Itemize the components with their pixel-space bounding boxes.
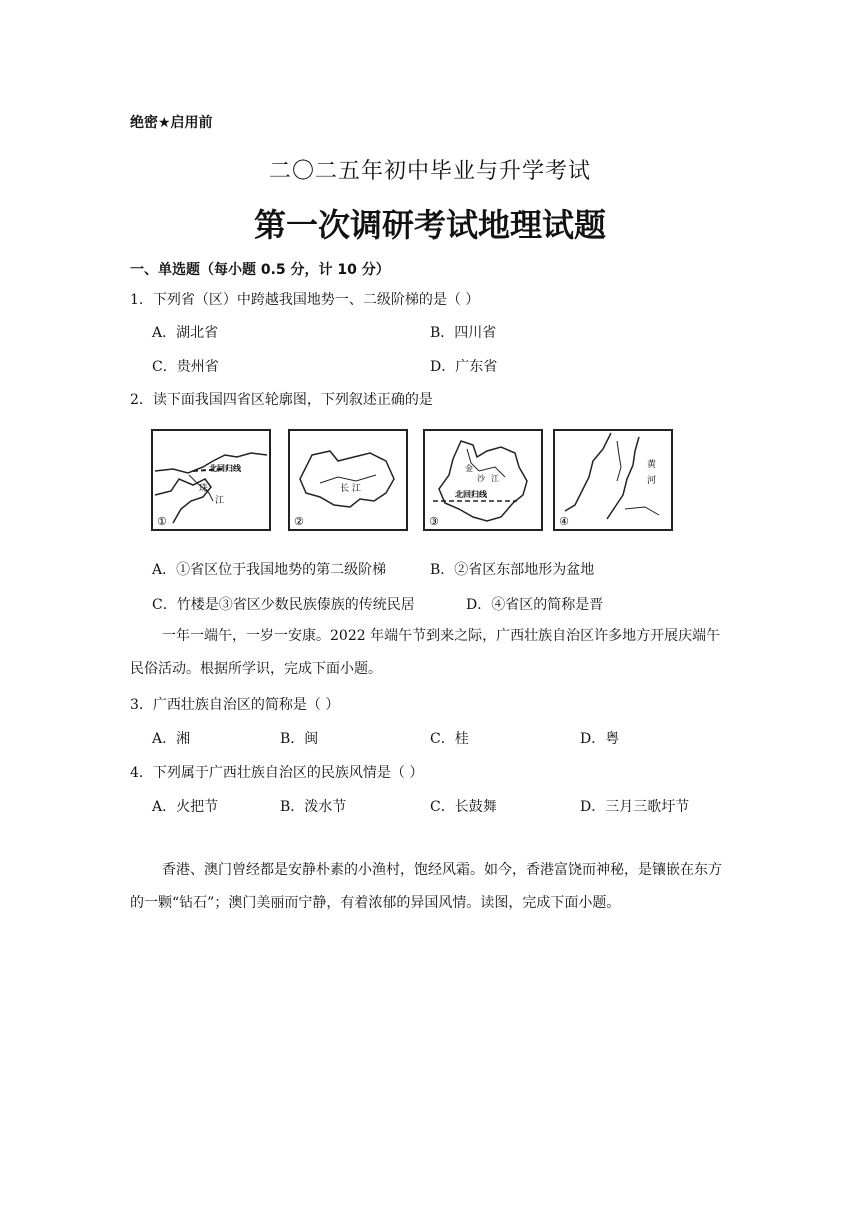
- q2-option-c: C．竹楼是③省区少数民族傣族的传统民居: [152, 597, 415, 613]
- q1-option-c: C．贵州省: [152, 359, 219, 375]
- secret-label: 绝密★启用前: [130, 115, 213, 131]
- q4-option-a: A．火把节: [152, 799, 219, 815]
- map3-tropic-label: 北回归线: [455, 489, 487, 499]
- map2-number: ②: [294, 515, 304, 528]
- passage-2: 香港、澳门曾经都是安静朴素的小渔村，饱经风霜。如今，香港富饶而神秘，是镶嵌在东方的一颗“钻石”；澳门美丽而宁静，有着浓郁的异国风情。读图，完成下面小题。: [130, 862, 722, 911]
- map1-tropic-label: 北回归线: [209, 463, 241, 473]
- exam-title: 二〇二五年初中毕业与升学考试: [268, 159, 591, 184]
- province-map-3: [423, 429, 543, 531]
- map4-river-label-1: 黄: [647, 460, 657, 470]
- question-2: 2．读下面我国四省区轮廓图，下列叙述正确的是: [130, 392, 433, 408]
- q1-option-d: D．广东省: [430, 359, 498, 375]
- q2-option-a: A．①省区位于我国地势的第二级阶梯: [152, 562, 387, 578]
- province-map-1: [151, 429, 271, 531]
- map1-river-label-2: 江: [215, 496, 225, 506]
- q2-option-d: D．④省区的简称是晋: [466, 597, 604, 613]
- map3-number: ③: [429, 515, 439, 528]
- q4-option-b: B．泼水节: [280, 799, 347, 815]
- q3-option-b: B．闽: [280, 731, 319, 747]
- province-map-2: [288, 429, 408, 531]
- question-1: 1．下列省（区）中跨越我国地势一、二级阶梯的是（ ）: [130, 292, 480, 308]
- province-map-4: [553, 429, 673, 531]
- page-title: 第一次调研考试地理试题: [253, 206, 606, 244]
- q1-option-a: A．湖北省: [152, 325, 219, 341]
- map4-river-label-2: 河: [647, 476, 657, 486]
- passage-1: 一年一端午，一岁一安康。2022 年端午节到来之际，广西壮族自治区许多地方开展庆端午民俗活动。根据所学识，完成下面小题。: [130, 628, 721, 677]
- q4-option-d: D．三月三歌圩节: [580, 799, 690, 815]
- q1-option-b: B．四川省: [430, 325, 497, 341]
- map3-river-label-1: 金: [465, 464, 473, 473]
- question-3: 3．广西壮族自治区的简称是（ ）: [130, 697, 340, 713]
- map4-number: ④: [559, 515, 569, 528]
- q3-option-c: C．桂: [430, 731, 469, 747]
- map1-number: ①: [157, 515, 167, 528]
- q4-option-c: C．长鼓舞: [430, 799, 497, 815]
- section-heading: 一、单选题（每小题 0.5 分，计 10 分）: [130, 262, 390, 278]
- map3-river-label-3: 江: [491, 474, 499, 483]
- map2-river-label: 长 江: [340, 484, 361, 494]
- q3-option-a: A．湘: [152, 731, 191, 747]
- map1-river-label-1: 珠: [199, 484, 209, 494]
- q2-option-b: B．②省区东部地形为盆地: [430, 562, 595, 578]
- map3-river-label-2: 沙: [477, 474, 485, 483]
- question-4: 4．下列属于广西壮族自治区的民族风情是（ ）: [130, 765, 424, 781]
- q3-option-d: D．粤: [580, 731, 620, 747]
